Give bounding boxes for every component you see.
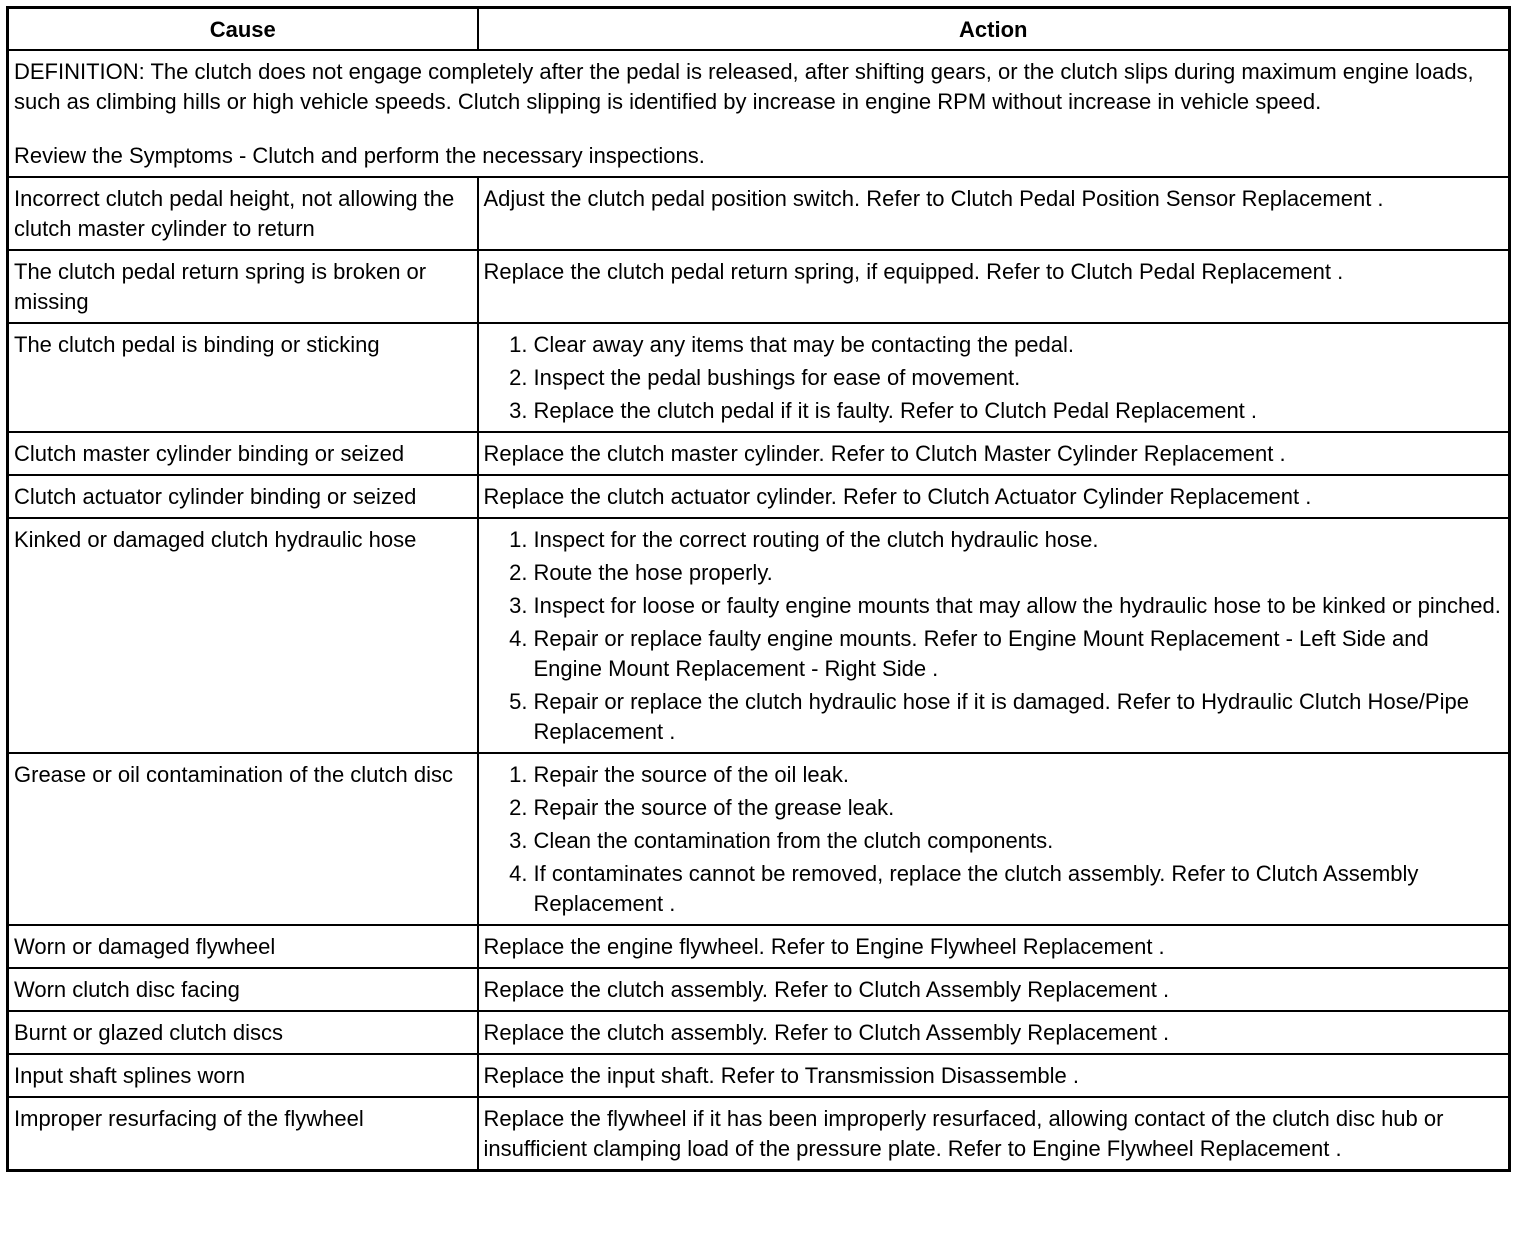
action-step: [484, 363, 1504, 393]
step-text: Inspect for loose or faulty engine mounts that may allow the hydraulic hose to be kinked or pinched.: [533, 593, 1501, 618]
table-row: [8, 1011, 1510, 1054]
step-number: 3.: [509, 398, 528, 423]
cause-cell: Clutch master cylinder binding or seized: [8, 432, 478, 475]
action-step: [484, 591, 1504, 621]
table-row: [8, 1097, 1510, 1171]
definition-spacer: [14, 117, 1503, 141]
action-steps-list: [484, 330, 1504, 426]
clutch-diagnostic-table: [6, 6, 1511, 1172]
table-row: [8, 753, 1510, 925]
action-column-header: Action: [478, 8, 1510, 51]
table-row: [8, 432, 1510, 475]
step-text: Clear away any items that may be contacting the pedal.: [533, 332, 1075, 357]
cause-cell: Clutch actuator cylinder binding or seized: [8, 475, 478, 518]
step-number: 4.: [509, 861, 528, 886]
step-number: 1.: [509, 762, 528, 787]
table-row: [8, 177, 1510, 250]
action-cell: [478, 518, 1510, 753]
step-text: If contaminates cannot be removed, replace the clutch assembly. Refer to Clutch Assembly Replacement .: [533, 861, 1419, 916]
action-cell: Replace the clutch assembly. Refer to Clutch Assembly Replacement .: [478, 968, 1510, 1011]
step-number: 1.: [509, 527, 528, 552]
table-header-row: [8, 8, 1510, 51]
table-body: [8, 50, 1510, 1171]
action-steps-list: [484, 760, 1504, 919]
cause-cell: Kinked or damaged clutch hydraulic hose: [8, 518, 478, 753]
step-number: 4.: [509, 626, 528, 651]
step-number: 2.: [509, 795, 528, 820]
step-text: Inspect the pedal bushings for ease of movement.: [533, 365, 1021, 390]
action-step: [484, 826, 1504, 856]
action-cell: Replace the input shaft. Refer to Transmission Disassemble .: [478, 1054, 1510, 1097]
action-steps-list: [484, 525, 1504, 747]
step-text: Repair or replace faulty engine mounts. Refer to Engine Mount Replacement - Left Side and Engine Mount Replacement - Right Side .: [533, 626, 1429, 681]
definition-review-text: Review the Symptoms - Clutch and perform the necessary inspections.: [14, 143, 705, 168]
cause-cell: Worn clutch disc facing: [8, 968, 478, 1011]
table-row: [8, 475, 1510, 518]
cause-cell: The clutch pedal return spring is broken or missing: [8, 250, 478, 323]
step-text: Replace the clutch pedal if it is faulty. Refer to Clutch Pedal Replacement .: [533, 398, 1258, 423]
table-row: [8, 323, 1510, 432]
action-cell: [478, 323, 1510, 432]
action-cell: Replace the engine flywheel. Refer to Engine Flywheel Replacement .: [478, 925, 1510, 968]
cause-cell: Input shaft splines worn: [8, 1054, 478, 1097]
action-cell: Replace the flywheel if it has been improperly resurfaced, allowing contact of the clutch disc hub or insufficient clamping load of the pressure plate. Refer to Engine Flywheel Replacement .: [478, 1097, 1510, 1171]
table-row: [8, 1054, 1510, 1097]
cause-cell: Burnt or glazed clutch discs: [8, 1011, 478, 1054]
table-row: [8, 925, 1510, 968]
action-step: [484, 396, 1504, 426]
step-number: 3.: [509, 593, 528, 618]
cause-cell: Incorrect clutch pedal height, not allowing the clutch master cylinder to return: [8, 177, 478, 250]
step-number: 2.: [509, 560, 528, 585]
table-row: [8, 518, 1510, 753]
step-text: Route the hose properly.: [533, 560, 773, 585]
step-number: 1.: [509, 332, 528, 357]
action-step: [484, 687, 1504, 747]
cause-cell: The clutch pedal is binding or sticking: [8, 323, 478, 432]
step-number: 5.: [509, 689, 528, 714]
action-cell: [478, 753, 1510, 925]
step-number: 2.: [509, 365, 528, 390]
action-cell: Replace the clutch master cylinder. Refer to Clutch Master Cylinder Replacement .: [478, 432, 1510, 475]
action-step: [484, 760, 1504, 790]
step-text: Inspect for the correct routing of the clutch hydraulic hose.: [533, 527, 1099, 552]
step-text: Repair or replace the clutch hydraulic hose if it is damaged. Refer to Hydraulic Clutch Hose/Pipe Replacement .: [533, 689, 1469, 744]
cause-cell: Worn or damaged flywheel: [8, 925, 478, 968]
table-row: [8, 968, 1510, 1011]
action-cell: Replace the clutch assembly. Refer to Clutch Assembly Replacement .: [478, 1011, 1510, 1054]
action-cell: Replace the clutch pedal return spring, if equipped. Refer to Clutch Pedal Replacement .: [478, 250, 1510, 323]
definition-text: DEFINITION: The clutch does not engage completely after the pedal is released, after shifting gears, or the clutch slips during maximum engine loads, such as climbing hills or high vehicle speeds. Clutch slipping is identified by increase in engine RPM without increase in vehicle speed.: [14, 59, 1474, 114]
action-cell: Replace the clutch actuator cylinder. Refer to Clutch Actuator Cylinder Replacement .: [478, 475, 1510, 518]
action-step: [484, 624, 1504, 684]
definition-row: [8, 50, 1510, 177]
definition-cell: [8, 50, 1510, 177]
step-text: Repair the source of the oil leak.: [533, 762, 850, 787]
action-step: [484, 793, 1504, 823]
cause-cell: Grease or oil contamination of the clutch disc: [8, 753, 478, 925]
action-cell: Adjust the clutch pedal position switch. Refer to Clutch Pedal Position Sensor Replacement .: [478, 177, 1510, 250]
table-row: [8, 250, 1510, 323]
cause-cell: Improper resurfacing of the flywheel: [8, 1097, 478, 1171]
action-step: [484, 330, 1504, 360]
action-step: [484, 525, 1504, 555]
action-step: [484, 859, 1504, 919]
step-text: Clean the contamination from the clutch components.: [533, 828, 1054, 853]
step-text: Repair the source of the grease leak.: [533, 795, 895, 820]
step-number: 3.: [509, 828, 528, 853]
action-step: [484, 558, 1504, 588]
cause-column-header: Cause: [8, 8, 478, 51]
